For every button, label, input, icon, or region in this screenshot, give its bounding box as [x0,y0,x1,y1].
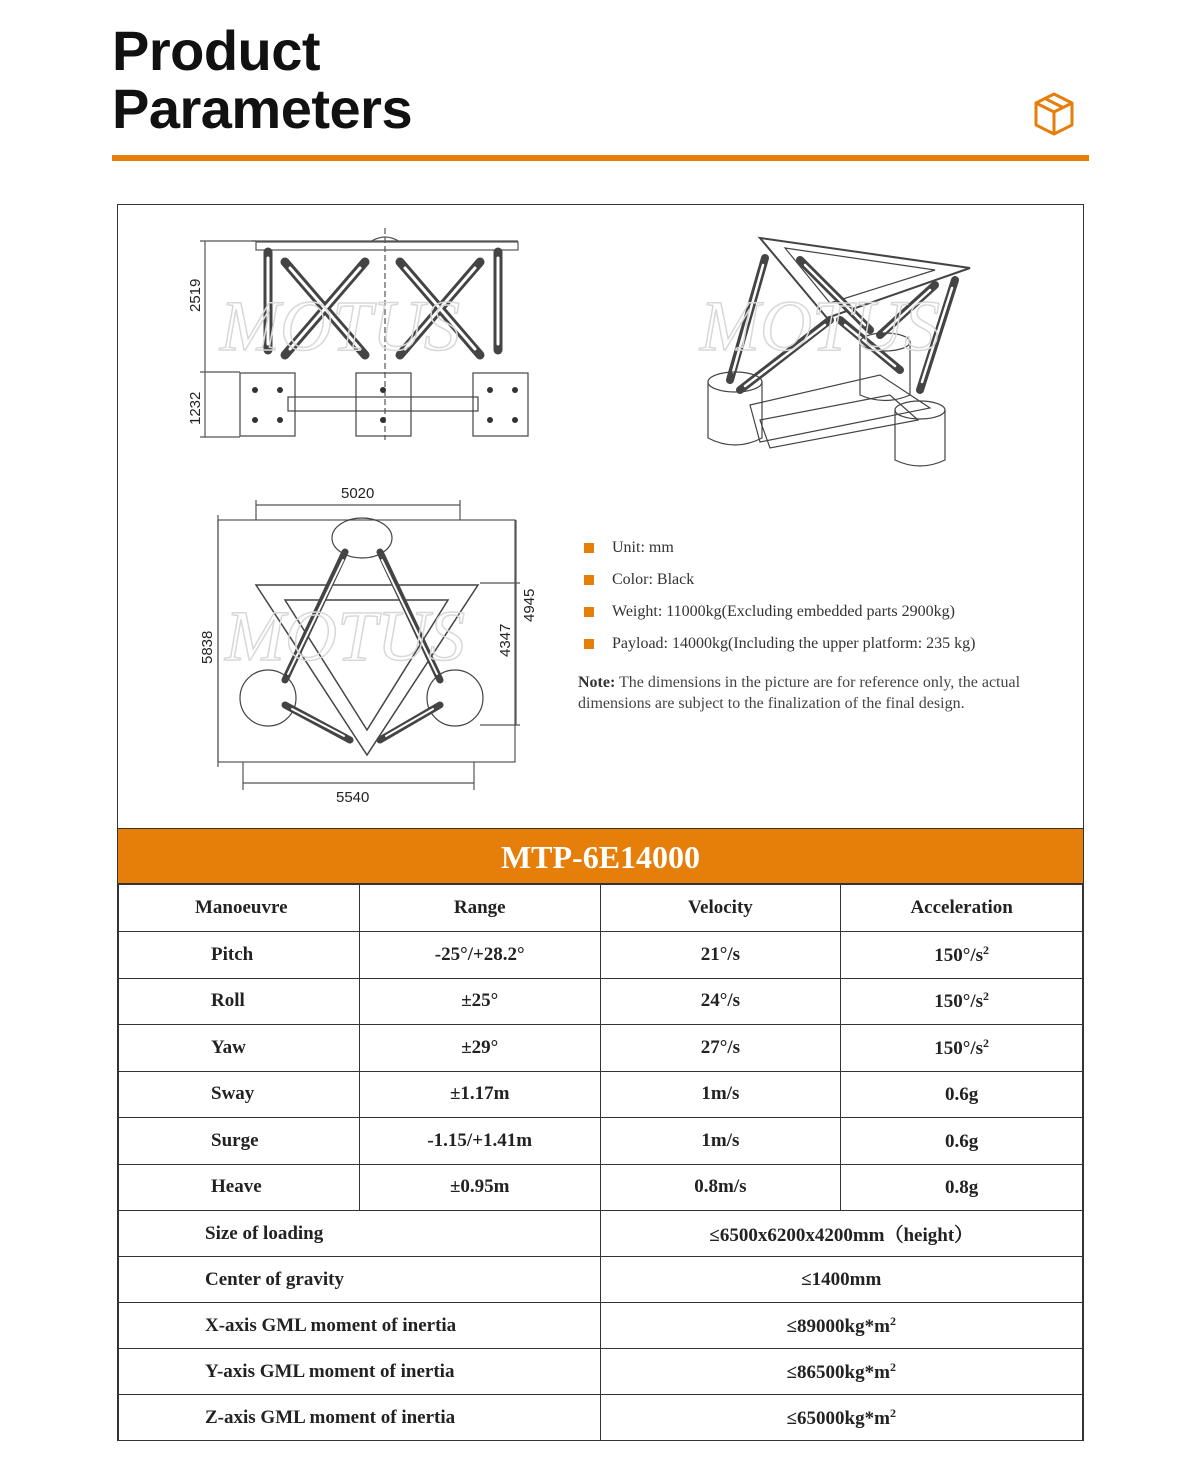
manoeuvre-cell: Pitch [119,932,360,979]
table-row [119,932,1083,979]
range-cell: ±1.17m [359,1071,600,1118]
property-label: Center of gravity [119,1257,601,1303]
table-row [119,1071,1083,1118]
table-row [119,1164,1083,1211]
dim-width-top: 5020 [341,485,375,502]
table-row [119,1395,1083,1441]
range-cell: -1.15/+1.41m [359,1118,600,1165]
dim-height-lower: 1232 [187,391,204,425]
acceleration-cell: $150^\circ/s^2$ [841,932,1083,979]
acceleration-cell: 0.8g [841,1164,1083,1211]
spec-item: Color: Black [578,570,1068,602]
acceleration-cell: 0.6g [841,1071,1083,1118]
table-row [119,1349,1083,1395]
velocity-cell: 27°/s [600,1025,841,1072]
bullet-square-icon [584,543,594,553]
property-label: Size of loading [119,1211,601,1257]
manoeuvre-cell: Sway [119,1071,360,1118]
note-text: The dimensions in the picture are for reference only, the actual dimensions are subject to the finalization of the final design. [578,674,1021,712]
range-cell: ±25° [359,978,600,1025]
property-value: $\le 89000kg*m^2$ [600,1303,1082,1349]
acceleration-cell: $150^\circ/s^2$ [841,1025,1083,1072]
velocity-cell: 0.8m/s [600,1164,841,1211]
table-row [119,1118,1083,1165]
parameters-table [118,884,1083,1441]
property-label: Y-axis GML moment of inertia [119,1349,601,1395]
header-cell: Manoeuvre [119,885,360,932]
table-row [119,1257,1083,1303]
table-row [119,978,1083,1025]
bullet-square-icon [584,575,594,585]
velocity-cell: 1m/s [600,1118,841,1165]
property-value: ≤1400mm [600,1257,1082,1303]
dim-height-inner: 4347 [497,623,514,657]
spec-item: Payload: 14000kg(Including the upper platform: 235 kg) [578,634,1068,666]
acceleration-cell: $150^\circ/s^2$ [841,978,1083,1025]
spec-item: Weight: 11000kg(Excluding embedded parts 2900kg) [578,602,1068,634]
dim-width-bottom: 5540 [336,789,370,806]
manoeuvre-cell: Heave [119,1164,360,1211]
bullet-square-icon [584,607,594,617]
velocity-cell: 1m/s [600,1071,841,1118]
acceleration-cell: 0.6g [841,1118,1083,1165]
property-value: $\le 65000kg*m^2$ [600,1395,1082,1441]
title-line-1: Product [112,19,321,82]
spec-list [578,538,1068,714]
manoeuvre-cell: Yaw [119,1025,360,1072]
svg-text:MOTUS: MOTUS [700,286,941,366]
note [578,672,1068,714]
header-cell: Velocity [600,885,841,932]
manoeuvre-cell: Surge [119,1118,360,1165]
property-label: Z-axis GML moment of inertia [119,1395,601,1441]
title-line-2: Parameters [112,77,413,140]
dim-height-left: 5838 [199,630,216,664]
spec-item: Unit: mm [578,538,1068,570]
svg-text:MOTUS: MOTUS [220,286,461,366]
bullet-square-icon [584,639,594,649]
velocity-cell: 21°/s [600,932,841,979]
range-cell: ±0.95m [359,1164,600,1211]
dim-height-upper: 2519 [187,278,204,312]
header-cell: Range [359,885,600,932]
header-cell: Acceleration [841,885,1083,932]
property-value: ≤6500x6200x4200mm（height） [600,1211,1082,1257]
table-row [119,1303,1083,1349]
note-label: Note: [578,674,616,691]
table-row [119,1025,1083,1072]
table-header-row [119,885,1083,932]
table-row [119,1211,1083,1257]
property-label: X-axis GML moment of inertia [119,1303,601,1349]
manoeuvre-cell: Roll [119,978,360,1025]
model-title: MTP-6E14000 [118,828,1083,884]
dim-height-right: 4945 [521,588,538,622]
property-value: $\le 86500kg*m^2$ [600,1349,1082,1395]
range-cell: -25°/+28.2° [359,932,600,979]
velocity-cell: 24°/s [600,978,841,1025]
svg-text:MOTUS: MOTUS [225,596,466,676]
range-cell: ±29° [359,1025,600,1072]
